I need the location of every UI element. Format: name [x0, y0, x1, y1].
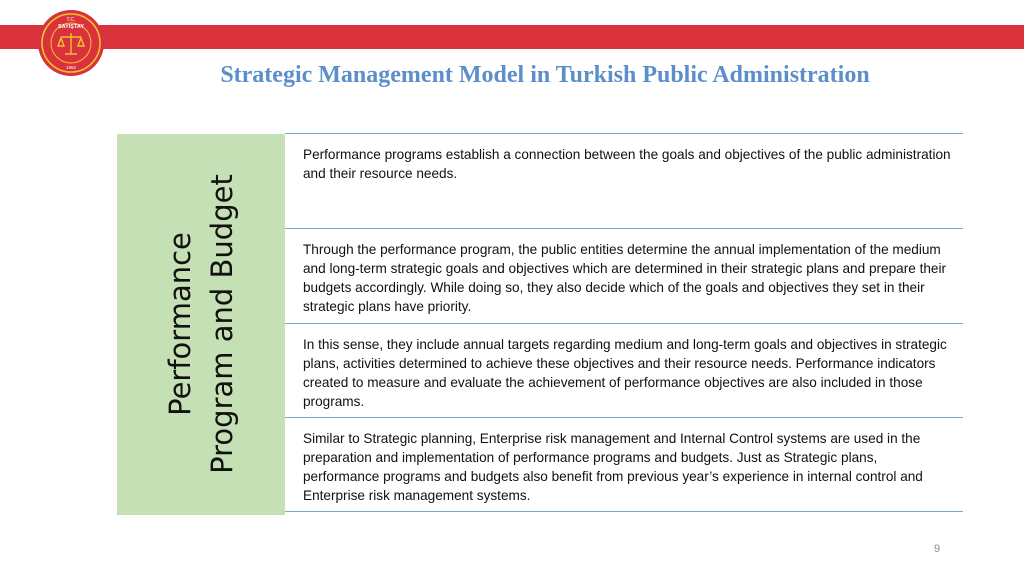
page-number: 9 — [934, 543, 941, 555]
header-band — [0, 25, 1024, 49]
logo-year-text: 1862 — [65, 65, 77, 70]
page-title: Strategic Management Model in Turkish Public Administration — [220, 62, 870, 88]
content-rows — [285, 133, 963, 512]
content-row: In this sense, they include annual targets regarding medium and long-term goals and objectives in strategic plans, activities determined to achieve these objectives and their resource needs. Performance indicators created to measure and evaluate the achievement of performance objectives are also included in those programs. — [285, 323, 963, 417]
side-panel-title-line2: Program and Budget — [205, 174, 239, 474]
content-row: Similar to Strategic planning, Enterprise risk management and Internal Control systems are used in the preparation and implementation of performance programs and budgets. Just as Strategic plans, performance programs and budgets also benefit from previous year’s experience in internal control and Enterprise risk management systems. — [285, 417, 963, 512]
logo-name-text: SAYIŞTAY — [57, 24, 85, 30]
side-panel-title — [159, 134, 243, 514]
side-panel-title-line1: Performance — [163, 232, 197, 416]
logo-top-text: T.C. — [66, 17, 76, 23]
content-row: Performance programs establish a connection between the goals and objectives of the public administration and their resource needs. — [285, 133, 963, 228]
content-row: Through the performance program, the public entities determine the annual implementation of the medium and long-term strategic goals and objectives which are determined in their strategic plans and prepare their budgets accordingly. While doing so, they also decide which of the goals and objectives they set in their strategic plans have priority. — [285, 228, 963, 323]
